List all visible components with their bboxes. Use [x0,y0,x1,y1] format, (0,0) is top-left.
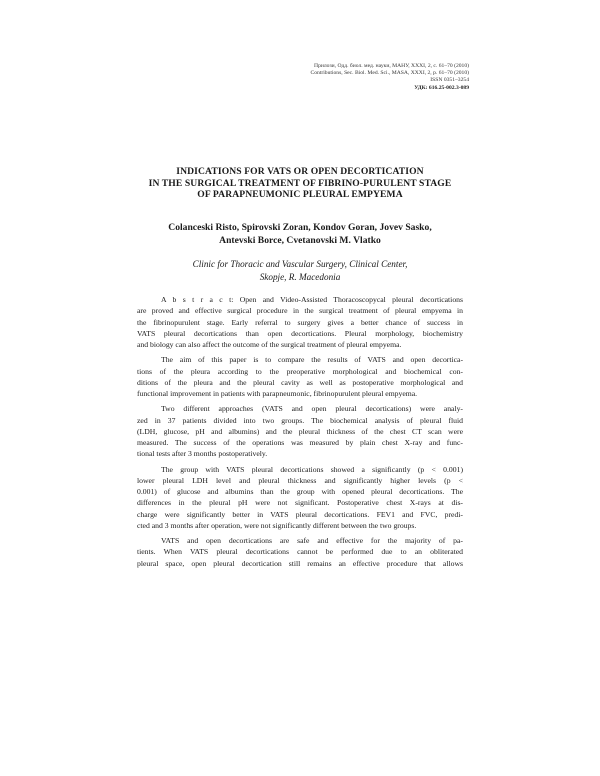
authors-line: Antevski Borce, Cvetanovski M. Vlatko [219,234,381,246]
abstract-line: Two different approaches (VATS and open pleural decortications) were analy- [161,404,463,414]
paper-authors [120,222,480,247]
abstract-line: tients. When VATS pleural decortications cannot be performed due to an obliterated [137,547,463,557]
abstract-line: tions of the pleura according to the preoperative morphological and biochemical con- [137,366,463,376]
abstract-line: tional tests after 3 months postoperatively. [137,449,268,459]
abstract-line: ditions of the pleura and the pleural cavity as well as postoperative morphological and [137,377,463,387]
abstract-paragraph-2 [137,354,463,399]
title-line: IN THE SURGICAL TREATMENT OF FIBRINO-PURULENT STAGE [148,177,452,189]
abstract-line: measured. The success of the operations was measured by plain chest X-ray and func- [137,438,463,447]
paper-affiliation [120,258,480,283]
abstract-line: zed in 37 patients divided into two groups. The biochemical analysis of pleural fluid [137,415,463,425]
abstract-line: functional improvement in patients with parapneumonic, fibrinopurulent pleural empyema. [137,389,418,398]
abstract-line: 0.001) of glucose and albumins than the group with opened pleural decortications. The [137,487,463,496]
journal-udc: УДК: 616.25-002.3-089 [414,84,469,91]
abstract-line: differences in the pleural pH were not significant. Postoperative chest X-rays at dis- [137,498,463,508]
journal-issn: ISSN 0351–3254 [430,77,469,84]
abstract [137,294,463,573]
abstract-paragraph-1 [137,294,463,350]
journal-header [311,63,470,92]
abstract-line: The aim of this paper is to compare the results of VATS and open decortica- [161,355,463,365]
abstract-line: lower pleural LDH level and pleural thickness and significantly higher levels (p < [137,475,463,485]
journal-citation-mk: Прилози, Одд. биол. мед. науки, МАНУ, XXXI, 2, с. 61–70 (2010) [314,63,469,69]
abstract-heading: A b s t r a c t: [161,295,234,304]
authors-line: Colanceski Risto, Spirovski Zoran, Kondov Goran, Jovev Sasko, [168,222,432,233]
title-line: INDICATIONS FOR VATS OR OPEN DECORTICATION [176,166,424,177]
abstract-line: and biology can also affect the outcome of the surgical treatment of pleural empyema. [137,340,402,349]
paper-title [120,166,480,201]
abstract-paragraph-3 [137,403,463,459]
abstract-line: A b s t r a c t: Open and Video-Assisted Thoracoscopycal pleural decortications [161,295,463,304]
affiliation-line: Skopje, R. Macedonia [259,271,341,282]
abstract-line: are proved and effective surgical procedure in the surgical treatment of pleural empyema in [137,306,463,316]
abstract-paragraph-5 [137,535,463,569]
abstract-paragraph-4 [137,464,463,532]
abstract-line: cted and 3 months after operation, were not significantly different between the two groups. [137,520,417,530]
abstract-line: VATS pleural decortications than open decortications. Pleural morphology, biochemistry [137,328,463,338]
abstract-line: charge were significantly better in VATS pleural decortications. FEV1 and FVC, predi- [137,509,463,519]
abstract-line: pleural space, open pleural decortication still remains an effective procedure that allows [137,558,463,568]
abstract-line: the fibrinopurulent stage. Early referral to surgery gives a better chance of success in [137,317,463,327]
affiliation-line: Clinic for Thoracic and Vascular Surgery, Clinical Center, [192,259,408,269]
abstract-line: VATS and open decortications are safe and effective for the majority of pa- [161,536,463,545]
journal-citation-en: Contributions, Sec. Biol. Med. Sci., MASA, XXXI, 2, p. 61–70 (2010) [310,70,469,77]
abstract-line: The group with VATS pleural decortications showed a significantly (p < 0.001) [161,464,463,474]
abstract-line: (LDH, glucose, pH and albumins) and the pleural thickness of the chest CT scan were [137,426,463,436]
title-line: OF PARAPNEUMONIC PLEURAL EMPYEMA [197,189,403,200]
